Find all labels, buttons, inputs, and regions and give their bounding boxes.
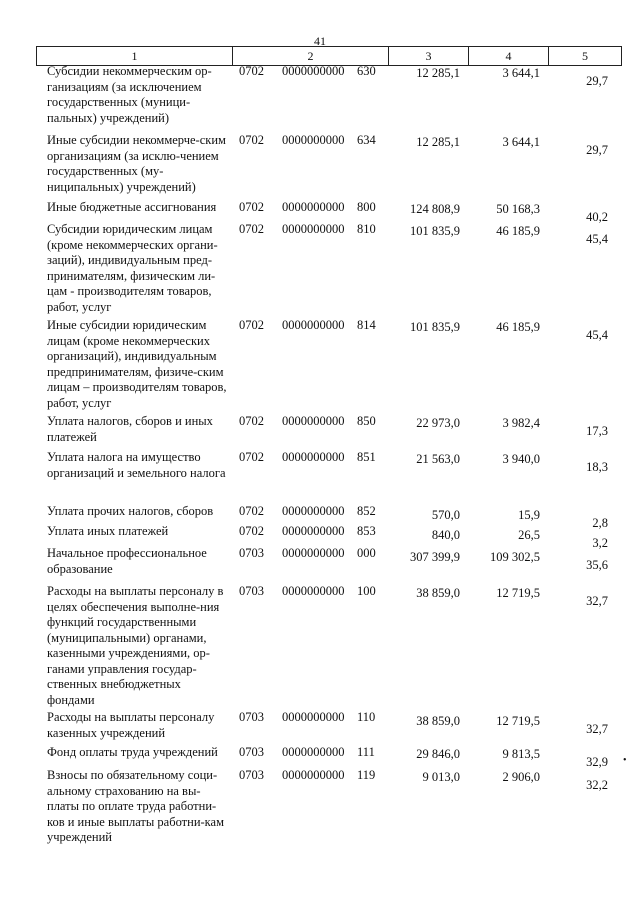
target-code: 0000000000 (282, 450, 345, 464)
value-col-5: 17,3 (586, 424, 608, 438)
value-col-3: 22 973,0 (416, 416, 460, 430)
row-name: Субсидии некоммерческим ор-ганизациям (за исключением государственных (муници-пальных) учреждений) (47, 64, 212, 125)
value-col-3: 12 285,1 (416, 66, 460, 80)
expense-type-code: 100 (357, 584, 376, 598)
section-code: 0702 (239, 64, 264, 78)
page-number: 41 (314, 34, 326, 48)
value-col-5: 18,3 (586, 460, 608, 474)
target-code: 0000000000 (282, 584, 345, 598)
value-col-3: 9 013,0 (422, 770, 460, 784)
section-code: 0702 (239, 504, 264, 518)
target-code: 0000000000 (282, 546, 345, 560)
value-col-5: 32,2 (586, 778, 608, 792)
target-code: 0000000000 (282, 768, 345, 782)
value-col-3: 570,0 (431, 508, 460, 522)
section-code: 0703 (239, 745, 264, 759)
target-code: 0000000000 (282, 524, 345, 538)
value-col-3: 101 835,9 (410, 320, 460, 334)
target-code: 0000000000 (282, 414, 345, 428)
value-col-4: 50 168,3 (496, 202, 540, 216)
row-name: Иные субсидии некоммерче-ским организациям (за исклю-чением государственных (му-ниципальных) учреждений) (47, 133, 226, 194)
value-col-4: 9 813,5 (502, 747, 540, 761)
table-header (36, 46, 622, 66)
target-code: 0000000000 (282, 504, 345, 518)
expense-type-code: 110 (357, 710, 376, 724)
expense-type-code: 851 (357, 450, 376, 464)
target-code: 0000000000 (282, 710, 345, 724)
value-col-5: 29,7 (586, 143, 608, 157)
section-code: 0702 (239, 450, 264, 464)
row-name: Уплата прочих налогов, сборов (47, 504, 214, 518)
row-name: Расходы на выплаты персоналу казенных учреждений (47, 710, 215, 740)
section-code: 0703 (239, 768, 264, 782)
row-name: Иные субсидии юридическим лицам (кроме некоммерческих организаций), индивидуальным предпринимателям, физиче-ским лицам – производителям товаров, работ, услуг (47, 318, 227, 410)
value-col-5: 45,4 (586, 232, 608, 246)
section-code: 0703 (239, 584, 264, 598)
value-col-4: 2 906,0 (502, 770, 540, 784)
expense-type-code: 111 (357, 745, 375, 759)
value-col-5: 32,7 (586, 722, 608, 736)
row-name: Иные бюджетные ассигнования (47, 200, 217, 214)
row-name: Расходы на выплаты персоналу в целях обеспечения выполне-ния функций государственными (муниципальными) органами, казенными учреждениями, ор-ганами управления государ-ственных внебюджетных фондами (47, 584, 224, 707)
expense-type-code: 800 (357, 200, 376, 214)
value-col-4: 109 302,5 (490, 550, 540, 564)
expense-type-code: 852 (357, 504, 376, 518)
section-code: 0702 (239, 414, 264, 428)
value-col-3: 101 835,9 (410, 224, 460, 238)
margin-dot: • (623, 755, 627, 766)
section-code: 0702 (239, 318, 264, 332)
value-col-4: 3 940,0 (502, 452, 540, 466)
value-col-3: 12 285,1 (416, 135, 460, 149)
target-code: 0000000000 (282, 745, 345, 759)
section-code: 0702 (239, 133, 264, 147)
section-code: 0703 (239, 710, 264, 724)
section-code: 0702 (239, 524, 264, 538)
header-col-5: 5 (582, 49, 588, 63)
target-code: 0000000000 (282, 133, 345, 147)
value-col-4: 15,9 (518, 508, 540, 522)
row-name: Уплата налога на имущество организаций и земельного налога (47, 450, 226, 480)
value-col-5: 3,2 (592, 536, 608, 550)
value-col-3: 840,0 (431, 528, 460, 542)
expense-type-code: 810 (357, 222, 376, 236)
value-col-5: 29,7 (586, 74, 608, 88)
header-col-4: 4 (469, 47, 549, 65)
value-col-4: 46 185,9 (496, 224, 540, 238)
expense-type-code: 853 (357, 524, 376, 538)
value-col-4: 12 719,5 (496, 714, 540, 728)
section-code: 0702 (239, 200, 264, 214)
value-col-5: 45,4 (586, 328, 608, 342)
value-col-4: 46 185,9 (496, 320, 540, 334)
value-col-5: 32,7 (586, 594, 608, 608)
row-name: Фонд оплаты труда учреждений (47, 745, 218, 759)
value-col-4: 3 644,1 (502, 135, 540, 149)
expense-type-code: 634 (357, 133, 376, 147)
expense-type-code: 850 (357, 414, 376, 428)
target-code: 0000000000 (282, 64, 345, 78)
header-col-2: 2 (233, 47, 389, 65)
value-col-3: 21 563,0 (416, 452, 460, 466)
section-code: 0703 (239, 546, 264, 560)
value-col-3: 38 859,0 (416, 714, 460, 728)
value-col-5: 2,8 (592, 516, 608, 530)
value-col-4: 26,5 (518, 528, 540, 542)
header-col-1: 1 (37, 47, 233, 65)
expense-type-code: 814 (357, 318, 376, 332)
header-col-3: 3 (389, 47, 469, 65)
expense-type-code: 119 (357, 768, 376, 782)
target-code: 0000000000 (282, 222, 345, 236)
target-code: 0000000000 (282, 200, 345, 214)
row-name: Начальное профессиональное образование (47, 546, 207, 576)
row-name: Субсидии юридическим лицам (кроме некоммерческих органи-заций), индивидуальным пред-принимателям, физическим ли-цам - производителям товаров, работ, услуг (47, 222, 218, 314)
value-col-3: 124 808,9 (410, 202, 460, 216)
expense-type-code: 000 (357, 546, 376, 560)
target-code: 0000000000 (282, 318, 345, 332)
row-name: Уплата налогов, сборов и иных платежей (47, 414, 213, 444)
section-code: 0702 (239, 222, 264, 236)
value-col-3: 38 859,0 (416, 586, 460, 600)
value-col-4: 3 982,4 (502, 416, 540, 430)
expense-type-code: 630 (357, 64, 376, 78)
value-col-3: 29 846,0 (416, 747, 460, 761)
value-col-5: 32,9 (586, 755, 608, 769)
value-col-4: 3 644,1 (502, 66, 540, 80)
value-col-5: 35,6 (586, 558, 608, 572)
row-name: Уплата иных платежей (47, 524, 169, 538)
value-col-5: 40,2 (586, 210, 608, 224)
value-col-4: 12 719,5 (496, 586, 540, 600)
value-col-3: 307 399,9 (410, 550, 460, 564)
row-name: Взносы по обязательному соци-альному страхованию на вы-платы по оплате труда работни-ков и иные выплаты работни-кам учреждений (47, 768, 225, 844)
